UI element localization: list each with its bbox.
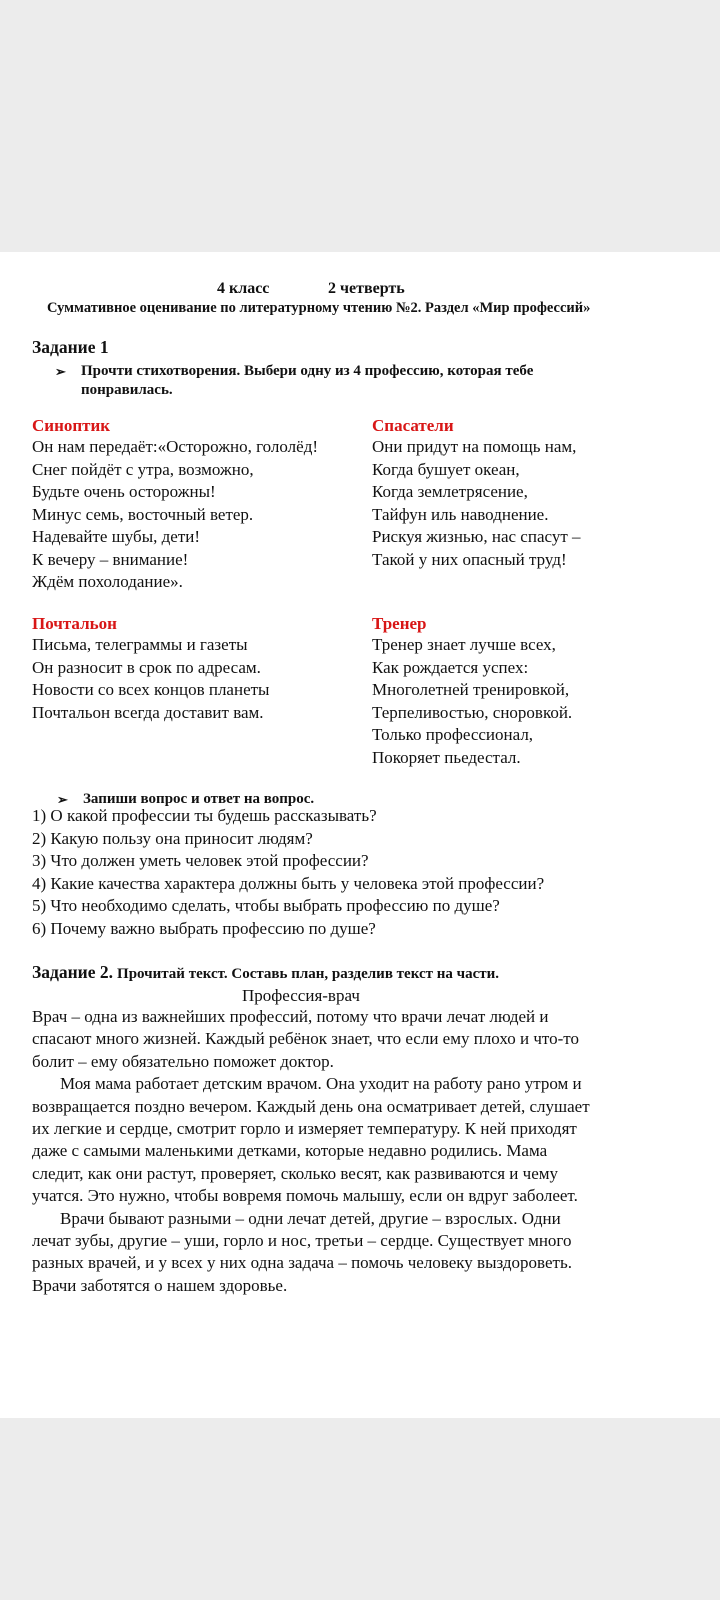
- paragraph-line: учатся. Это нужно, чтобы вовремя помочь малышу, если он вдруг заболеет.: [32, 1186, 578, 1206]
- paragraph-line: Врачи заботятся о нашем здоровье.: [32, 1275, 288, 1295]
- paragraph-line: следит, как они растут, проверяет, сколько весят, как развиваются и чему: [32, 1163, 559, 1183]
- poem-spasateli: [372, 416, 581, 571]
- questions-list: [32, 805, 544, 940]
- poem-title: Спасатели: [372, 416, 454, 435]
- paragraph-line: их легкие и сердце, смотрит горло и измеряет температуру. К ней приходят: [32, 1119, 577, 1139]
- poem-body: Тренер знает лучше всех, Как рождается успех: Многолетней тренировкой, Терпеливостью, сноровкой. Только профессионал, Покоряет пьедестал.: [372, 635, 573, 767]
- paragraph-line: даже с самыми маленькими детками, которые недавно родились. Мама: [32, 1141, 548, 1161]
- task2-title: Задание 2.: [32, 962, 114, 982]
- question-item: 2) Какую пользу она приносит людям?: [32, 828, 313, 848]
- task1-title: Задание 1: [32, 337, 109, 357]
- text-body: [32, 1006, 590, 1297]
- question-item: 5) Что необходимо сделать, чтобы выбрать профессию по душе?: [32, 896, 500, 915]
- question-item: 6) Почему важно выбрать профессию по душе?: [32, 918, 376, 938]
- questions-instruction: Запиши вопрос и ответ на вопрос.: [83, 791, 315, 807]
- paragraph-line: Врачи бывают разными – одни лечат детей, другие – взрослых. Одни: [60, 1208, 561, 1228]
- paragraph-line: лечат зубы, другие – уши, горло и нос, третьи – сердце. Существует много: [32, 1231, 572, 1251]
- question-item: 4) Какие качества характера должны быть у человека этой профессии?: [32, 873, 545, 893]
- question-item: 3) Что должен уметь человек этой профессии?: [32, 851, 369, 870]
- poem-pochtalon: [32, 614, 269, 724]
- poem-title: Почтальон: [32, 614, 117, 633]
- task1-instruction: Прочти стихотворения. Выбери одну из 4 профессию, которая тебе понравилась.: [81, 363, 534, 398]
- document-subtitle: Суммативное оценивание по литературному чтению №2. Раздел «Мир профессий»: [47, 300, 591, 316]
- task2-heading: [32, 962, 499, 984]
- arrow-bullet-icon: ➢: [57, 792, 68, 807]
- paragraph-line: Врач – одна из важнейших профессий, потому что врачи лечат людей и: [32, 1007, 549, 1026]
- grade-label: 4 класс: [217, 280, 270, 297]
- poem-title: Тренер: [372, 614, 427, 633]
- paragraph-line: Моя мама работает детским врачом. Она уходит на работу рано утром и: [60, 1074, 582, 1094]
- task2-instruction: Прочитай текст. Составь план, разделив текст на части.: [117, 966, 500, 982]
- paragraph-line: болит – ему обязательно поможет доктор.: [32, 1051, 334, 1071]
- poem-trener: [372, 614, 572, 769]
- text-title: Профессия-врач: [242, 986, 360, 1005]
- poem-body: Он нам передаёт:«Осторожно, гололёд! Снег пойдёт с утра, возможно, Будьте очень осторожны! Минус семь, восточный ветер. Надевайте шубы, дети! К вечеру – внимание! Ждём похолодание».: [32, 437, 319, 591]
- poem-body: Они придут на помощь нам, Когда бушует океан, Когда землетрясение, Тайфун иль наводнение. Рискуя жизнью, нас спасут – Такой у них опасный труд!: [372, 437, 581, 569]
- document-page: [0, 252, 720, 1418]
- poem-title: Синоптик: [32, 416, 111, 435]
- paragraph-line: спасают много жизней. Каждый ребёнок знает, что если ему плохо и что-то: [32, 1029, 579, 1049]
- arrow-bullet-icon: ➢: [55, 364, 66, 379]
- quarter-label: 2 четверть: [328, 280, 405, 297]
- poem-body: Письма, телеграммы и газеты Он разносит в срок по адресам. Новости со всех концов планеты Почтальон всегда доставит вам.: [32, 635, 270, 722]
- paragraph-line: разных врачей, и у всех у них одна задача – помочь человеку выздороветь.: [32, 1253, 572, 1273]
- question-item: 1) О какой профессии ты будешь рассказывать?: [32, 806, 377, 825]
- paragraph-line: возвращается поздно вечером. Каждый день она осматривает детей, слушает: [32, 1096, 590, 1116]
- poem-sinoptik: [32, 416, 318, 594]
